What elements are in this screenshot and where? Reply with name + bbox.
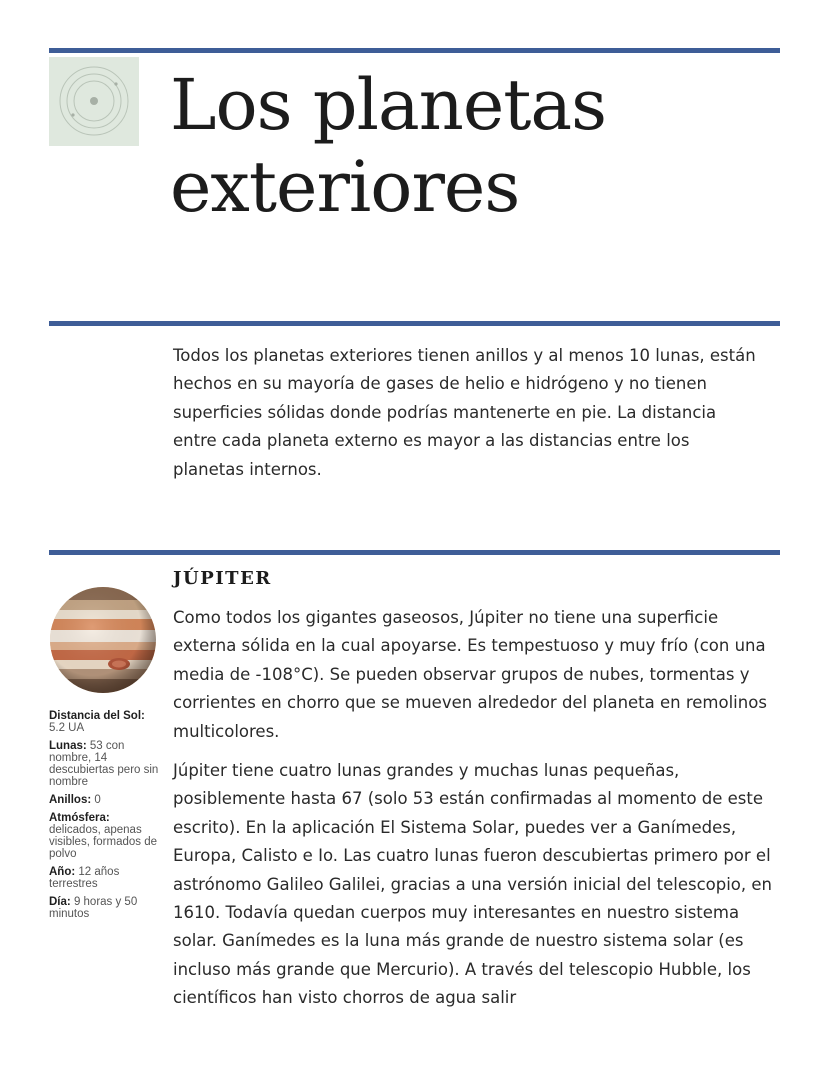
stat-year <box>49 866 159 890</box>
stat-moons <box>49 740 159 788</box>
stat-label: Día: <box>49 896 71 908</box>
stat-value: 0 <box>94 794 101 806</box>
stat-label: Anillos: <box>49 794 92 806</box>
stat-label: Lunas: <box>49 740 87 752</box>
title-line-1: Los planetas <box>170 64 607 146</box>
stat-day <box>49 896 159 920</box>
stat-value: delicados, apenas visibles, formados de polvo <box>49 824 158 860</box>
stat-atmosphere <box>49 812 159 860</box>
page-title <box>170 64 770 228</box>
jupiter-stats <box>49 710 159 926</box>
stat-distance <box>49 710 159 734</box>
solar-system-orbits-icon <box>49 57 139 146</box>
top-rule <box>49 48 780 53</box>
body-paragraph: Como todos los gigantes gaseosos, Júpiter no tiene una superficie externa sólida en la cual apoyarse. Es tempestuoso y muy frío (con una media de -108°C). Se pueden observar grupos de nubes, tormentas y corrientes en chorro que se mueven alrededor del planeta en remolinos multicolores. <box>173 608 767 741</box>
stat-value: 9 horas y 50 minutos <box>49 896 138 920</box>
stat-label: Distancia del Sol: <box>49 710 145 722</box>
jupiter-body <box>173 604 773 1024</box>
stat-value: 53 con nombre, 14 descubiertas pero sin nombre <box>49 740 159 788</box>
section-heading: JÚPITER <box>173 568 272 589</box>
intro-paragraph: Todos los planetas exteriores tienen anillos y al menos 10 lunas, están hechos en su mayoría de gases de helio e hidrógeno y no tienen superficies sólidas donde podrías mantenerte en pie. La distancia entre cada planeta externo es mayor a las distancias entre los planetas internos. <box>173 346 756 479</box>
stat-rings <box>49 794 159 806</box>
section-rule <box>49 550 780 555</box>
intro-rule <box>49 321 780 326</box>
body-paragraph: Júpiter tiene cuatro lunas grandes y muchas lunas pequeñas, posiblemente hasta 67 (solo 53 están confirmadas al momento de este escrito). En la aplicación El Sistema Solar, puedes ver a Ganímedes, Europa, Calisto e Io. Las cuatro lunas fueron descubiertas primero por el astrónomo Galileo Galilei, gracias a una versión inicial del telescopio, en 1610. Todavía quedan cuerpos muy interesantes en nuestro sistema solar. Ganímedes es la luna más grande de nuestro sistema solar (es incluso más grande que Mercurio). A través del telescopio Hubble, los científicos han visto chorros de agua salir <box>173 761 773 1008</box>
stat-label: Año: <box>49 866 76 878</box>
jupiter-planet-image <box>49 586 157 694</box>
title-line-2: exteriores <box>170 146 520 228</box>
stat-label: Atmósfera: <box>49 812 110 824</box>
stat-value: 5.2 UA <box>49 722 85 734</box>
stat-value: 12 años terrestres <box>49 866 120 890</box>
